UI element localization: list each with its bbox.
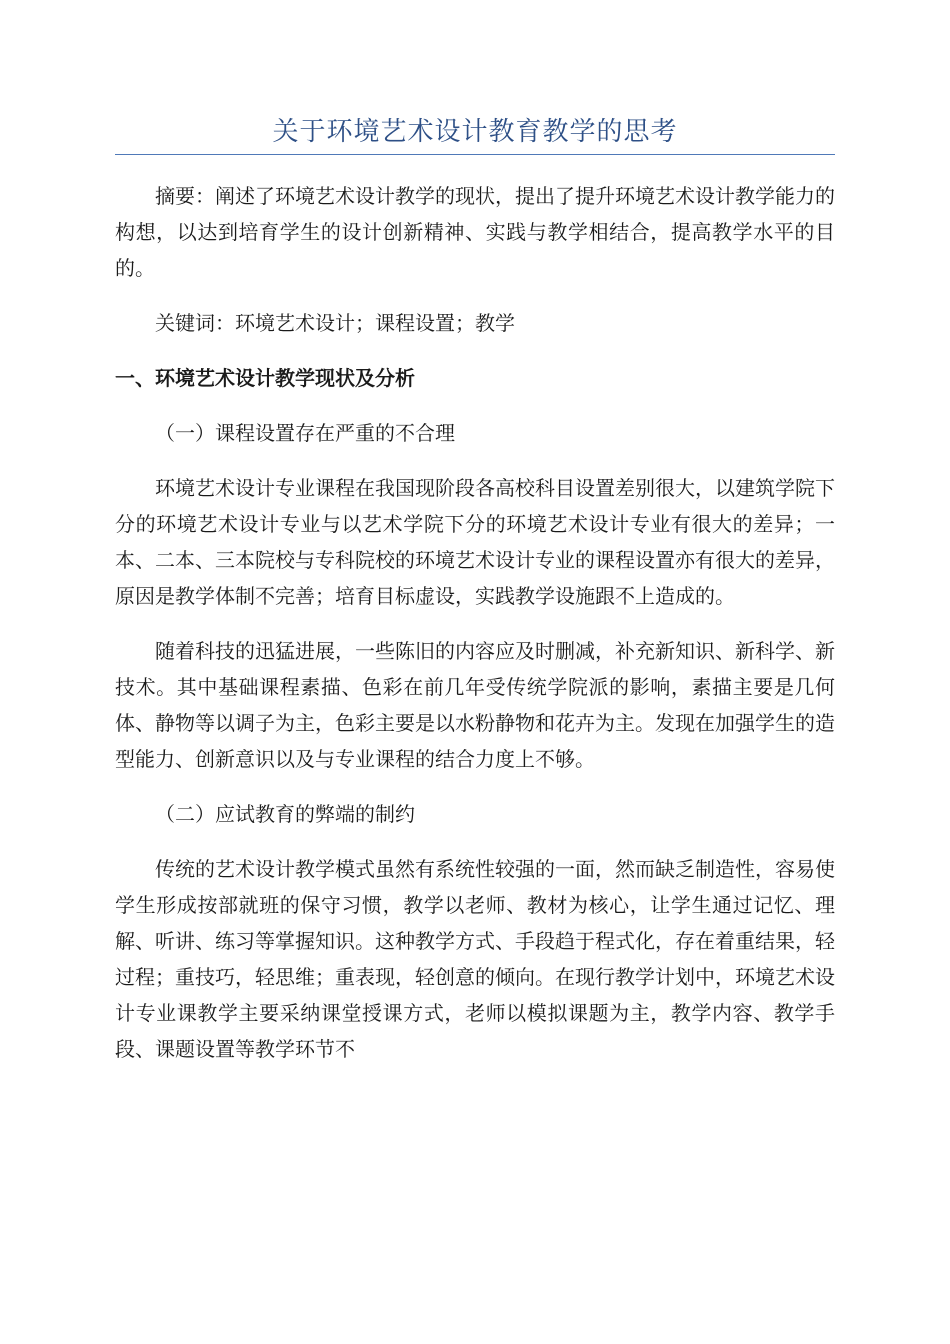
body-paragraph: 环境艺术设计专业课程在我国现阶段各高校科目设置差别很大，以建筑学院下分的环境艺术设计专业与以艺术学院下分的环境艺术设计专业有很大的差异；一本、二本、三本院校与专科院校的环境艺术设计专业的课程设置亦有很大的差异，原因是教学体制不完善；培育目标虚设，实践教学设施跟不上造成的。 (115, 476, 835, 608)
subsection-heading-1: （一）课程设置存在严重的不合理 (155, 421, 455, 445)
section-heading-1: 一、环境艺术设计教学现状及分析 (115, 366, 415, 390)
document-title: 关于环境艺术设计教育教学的思考 (272, 117, 678, 147)
subsection-heading-2: （二）应试教育的弊端的制约 (155, 802, 415, 826)
abstract-paragraph: 摘要：阐述了环境艺术设计教学的现状，提出了提升环境艺术设计教学能力的构想，以达到培育学生的设计创新精神、实践与教学相结合，提高教学水平的目的。 (115, 184, 835, 280)
keywords-paragraph: 关键词：环境艺术设计；课程设置；教学 (155, 311, 515, 335)
body-paragraph: 随着科技的迅猛进展，一些陈旧的内容应及时删减，补充新知识、新科学、新技术。其中基础课程素描、色彩在前几年受传统学院派的影响，素描主要是几何体、静物等以调子为主，色彩主要是以水粉静物和花卉为主。发现在加强学生的造型能力、创新意识以及与专业课程的结合力度上不够。 (115, 639, 835, 771)
document-body (115, 178, 835, 1086)
title-divider (115, 154, 835, 155)
body-paragraph: 传统的艺术设计教学模式虽然有系统性较强的一面，然而缺乏制造性，容易使学生形成按部就班的保守习惯，教学以老师、教材为核心，让学生通过记忆、理解、听讲、练习等掌握知识。这种教学方式、手段趋于程式化，存在着重结果，轻过程；重技巧，轻思维；重表现，轻创意的倾向。在现行教学计划中，环境艺术设计专业课教学主要采纳课堂授课方式，老师以模拟课题为主，教学内容、教学手段、课题设置等教学环节不 (115, 857, 835, 1061)
